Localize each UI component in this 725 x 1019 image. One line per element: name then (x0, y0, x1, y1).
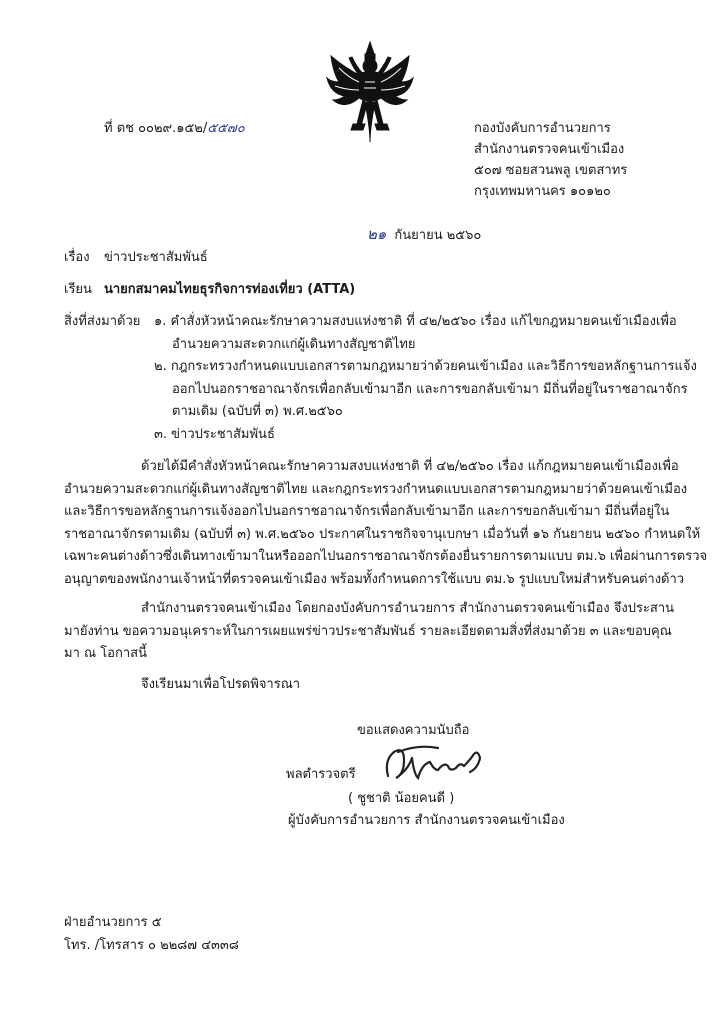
closing-request: จึงเรียนมาเพื่อโปรดพิจารณา (141, 677, 301, 692)
recipient-line (64, 281, 355, 299)
date-day-handwritten: ๒๑ (367, 225, 387, 243)
subject-value: ข่าวประชาสัมพันธ์ (104, 250, 208, 265)
date-month-year: กันยายน ๒๕๖๐ (394, 228, 482, 243)
signatory-position: ผู้บังคับการอำนวยการ สำนักงานตรวจคนเข้าเมือง (288, 813, 565, 828)
enclosures-label: สิ่งที่ส่งมาด้วย (64, 314, 141, 329)
enclosure-item-1: ๑. คำสั่งหัวหน้าคณะรักษาความสงบแห่งชาติ ที่ ๔๒/๒๕๖๐ เรื่อง แก้ไขกฎหมายคนเข้าเมืองเพื่อ (154, 314, 677, 329)
org-line: กองบังคับการอำนวยการ (474, 121, 611, 136)
paragraph-line: ด้วยได้มีคำสั่งหัวหน้าคณะรักษาความสงบแห่งชาติ ที่ ๔๒/๒๕๖๐ เรื่อง แก้กฎหมายคนเข้าเมืองเพื่อ (141, 459, 679, 474)
paragraph-line: อำนวยความสะดวกแก่ผู้เดินทางสัญชาติไทย และกฎกระทรวงกำหนดแบบเอกสารตามกฎหมายว่าด้วยคนเข้าเมือง (64, 481, 688, 497)
signatory-rank: พลตำรวจตรี (286, 767, 356, 782)
paragraph-line: สำนักงานตรวจคนเข้าเมือง โดยกองบังคับการอำนวยการ สำนักงานตรวจคนเข้าเมือง จึงประสาน (141, 601, 675, 616)
enclosure-item-2-cont: ตามเดิม (ฉบับที่ ๓) พ.ศ.๒๕๖๐ (172, 404, 343, 419)
enclosure-item-2: ๒. กฎกระทรวงกำหนดแบบเอกสารตามกฎหมายว่าด้วยคนเข้าเมือง และวิธีการขอหลักฐานการแจ้ง (154, 359, 697, 374)
subject-line (64, 249, 208, 267)
enclosure-item-2-cont: ออกไปนอกราชอาณาจักรเพื่อกลับเข้ามาอีก และการขอกลับเข้ามา มีถิ่นที่อยู่ในราชอาณาจักร (172, 381, 688, 397)
recipient-label: เรียน (64, 282, 92, 297)
reference-prefix: ที่ ตช ๐๐๒๙.๑๕๒/ (104, 121, 208, 136)
recipient-value: นายกสมาคมไทยธุรกิจการท่องเที่ยว (ATTA) (104, 282, 356, 297)
signatory-name: ( ชูชาติ น้อยคนดี ) (348, 791, 455, 806)
org-line: ๕๐๗ ซอยสวนพลู เขตสาทร (474, 163, 628, 178)
letter-date (367, 225, 481, 245)
org-line: กรุงเทพมหานคร ๑๐๑๒๐ (474, 184, 611, 199)
reference-handwritten: ๕๕๗๐ (207, 121, 245, 136)
org-address (474, 120, 627, 201)
paragraph-line: เฉพาะคนต่างด้าวซึ่งเดินทางเข้ามาในหรือออกไปนอกราชอาณาจักรต้องยื่นรายการตามแบบ ตม.๖ เพื่อผ่านการตรวจ (64, 549, 708, 564)
paragraph-line: และวิธีการขอหลักฐานการแจ้งออกไปนอกราชอาณาจักรเพื่อกลับเข้ามาอีก และการขอกลับเข้ามา มีถิ่นที่อยู่ใน (64, 504, 670, 519)
footer-contact: โทร. /โทรสาร ๐ ๒๒๘๗ ๔๓๓๘ (64, 938, 239, 953)
org-line: สำนักงานตรวจคนเข้าเมือง (474, 142, 625, 157)
enclosure-item-1-cont: อำนวยความสะดวกแก่ผู้เดินทางสัญชาติไทย (172, 336, 416, 352)
salutation: ขอแสดงความนับถือ (357, 723, 470, 738)
paragraph-line: อนุญาตของพนักงานเจ้าหน้าที่ตรวจคนเข้าเมือง พร้อมทั้งกำหนดการใช้แบบ ตม.๖ รูปแบบใหม่สำหรับคนต่างด้าว (64, 571, 685, 587)
enclosure-item-3: ๓. ข่าวประชาสัมพันธ์ (154, 426, 275, 442)
enclosures-list (154, 311, 697, 446)
reference-number (104, 120, 245, 138)
subject-label: เรื่อง (64, 250, 90, 265)
garuda-emblem-icon (325, 38, 415, 148)
body-paragraph-2 (64, 598, 676, 666)
body-paragraph-1 (64, 456, 708, 591)
handwritten-signature-icon (378, 740, 488, 788)
paragraph-line: มา ณ โอกาสนี้ (64, 646, 147, 661)
footer-department: ฝ่ายอำนวยการ ๕ (64, 915, 162, 930)
paragraph-line: ราชอาณาจักรตามเดิม (ฉบับที่ ๓) พ.ศ.๒๕๖๐ ประกาศในราชกิจจานุเบกษา เมื่อวันที่ ๑๖ กันยายน ๒๕๖๐ กำหนดให้ (64, 526, 701, 542)
paragraph-line: มายังท่าน ขอความอนุเคราะห์ในการเผยแพร่ข่าวประชาสัมพันธ์ รายละเอียดตามสิ่งที่ส่งมาด้วย ๓ และขอบคุณ (64, 623, 672, 639)
